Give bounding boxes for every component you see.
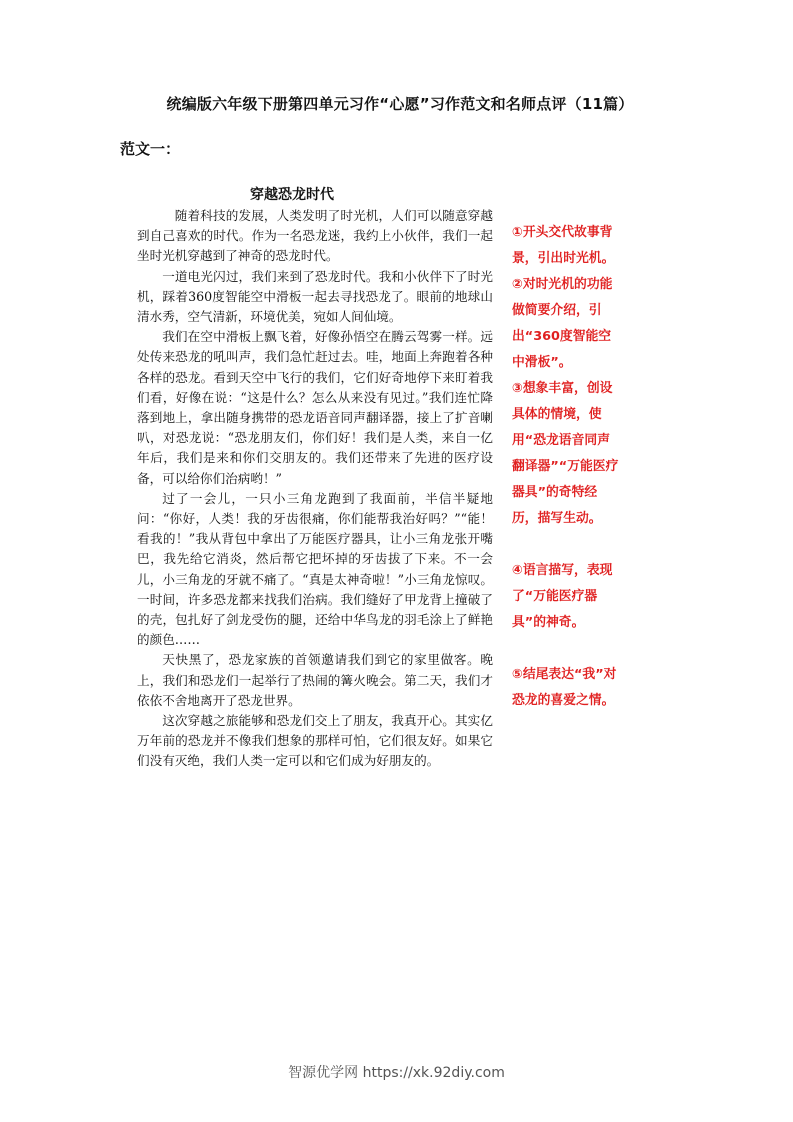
- essay-paragraph-2: 一道电光闪过，我们来到了恐龙时代。我和小伙伴下了时光机，踩着360度智能空中滑板一起去寻找恐龙了。眼前的地球山清水秀，空气清新，环境优美，宛如人间仙境。: [137, 268, 493, 325]
- essay-body: [137, 206, 493, 772]
- essay-paragraph-4: 过了一会儿，一只小三角龙跑到了我面前，半信半疑地问：“你好，人类！我的牙齿很痛，你们能帮我治好吗？”“能！看我的！”我从背包中拿出了万能医疗器具，让小三角龙张开嘴巴，我先给它消炎，然后帮它把坏掉的牙齿拔了下来。不一会儿，小三角龙的牙就不痛了。“真是太神奇啦！”小三角龙惊叹。一时间，许多恐龙都来找我们治病。我们缝好了甲龙背上撞破了的壳，包扎好了剑龙受伤的腿，还给中华鸟龙的羽毛涂上了鲜艳的颜色……: [137, 490, 493, 648]
- annotation-4: ④语言描写，表现了“万能医疗器具”的神奇。: [512, 563, 613, 630]
- essay-paragraph-3: 我们在空中滑板上飘飞着，好像孙悟空在腾云驾雾一样。远处传来恐龙的吼叫声，我们急忙赶过去。哇，地面上奔跑着各种各样的恐龙。看到天空中飞行的我们，它们好奇地停下来盯着我们看，好像在说：“这是什么？怎么从来没有见过。”我们连忙降落到地上，拿出随身携带的恐龙语音同声翻译器，接上了扩音喇叭，对恐龙说：“恐龙朋友们，你们好！我们是人类，来自一亿年后，我们是来和你们交朋友的。我们还带来了先进的医疗设备，可以给你们治病哟！”: [137, 329, 493, 486]
- annotation-3: ③想象丰富，创设具体的情境，使用“恐龙语音同声翻译器”“万能医疗器具”的奇特经历，描写生动。: [512, 381, 619, 526]
- annotation-5: ⑤结尾表达“我”对恐龙的喜爱之情。: [512, 667, 617, 708]
- essay-paragraph-5: 天快黑了，恐龙家族的首领邀请我们到它的家里做客。晚上，我们和恐龙们一起举行了热闹的篝火晚会。第二天，我们才依依不舍地离开了恐龙世界。: [137, 652, 493, 708]
- footer-watermark: 智源优学网 https://xk.92diy.com: [288, 1065, 505, 1081]
- essay-paragraph-6: 这次穿越之旅能够和恐龙们交上了朋友，我真开心。其实亿万年前的恐龙并不像我们想象的那样可怕，它们很友好。如果它们没有灭绝，我们人类一定可以和它们成为好朋友的。: [137, 713, 493, 769]
- annotation-2: ②对时光机的功能做简要介绍，引出“360度智能空中滑板”。: [512, 277, 613, 370]
- document-title: 统编版六年级下册第四单元习作“心愿”习作范文和名师点评（11篇）: [166, 95, 634, 113]
- annotation-1: ①开头交代故事背景，引出时光机。: [512, 225, 615, 266]
- essay-title: 穿越恐龙时代: [250, 187, 334, 203]
- section-label: 范文一：: [120, 140, 181, 158]
- annotation-spacer: [512, 532, 620, 558]
- teacher-annotations: [512, 220, 620, 714]
- essay-paragraph-1: 随着科技的发展，人类发明了时光机，人们可以随意穿越到自己喜欢的时代。作为一名恐龙迷，我约上小伙伴，我们一起坐时光机穿越到了神奇的恐龙时代。: [137, 208, 493, 264]
- annotation-spacer: [512, 636, 620, 662]
